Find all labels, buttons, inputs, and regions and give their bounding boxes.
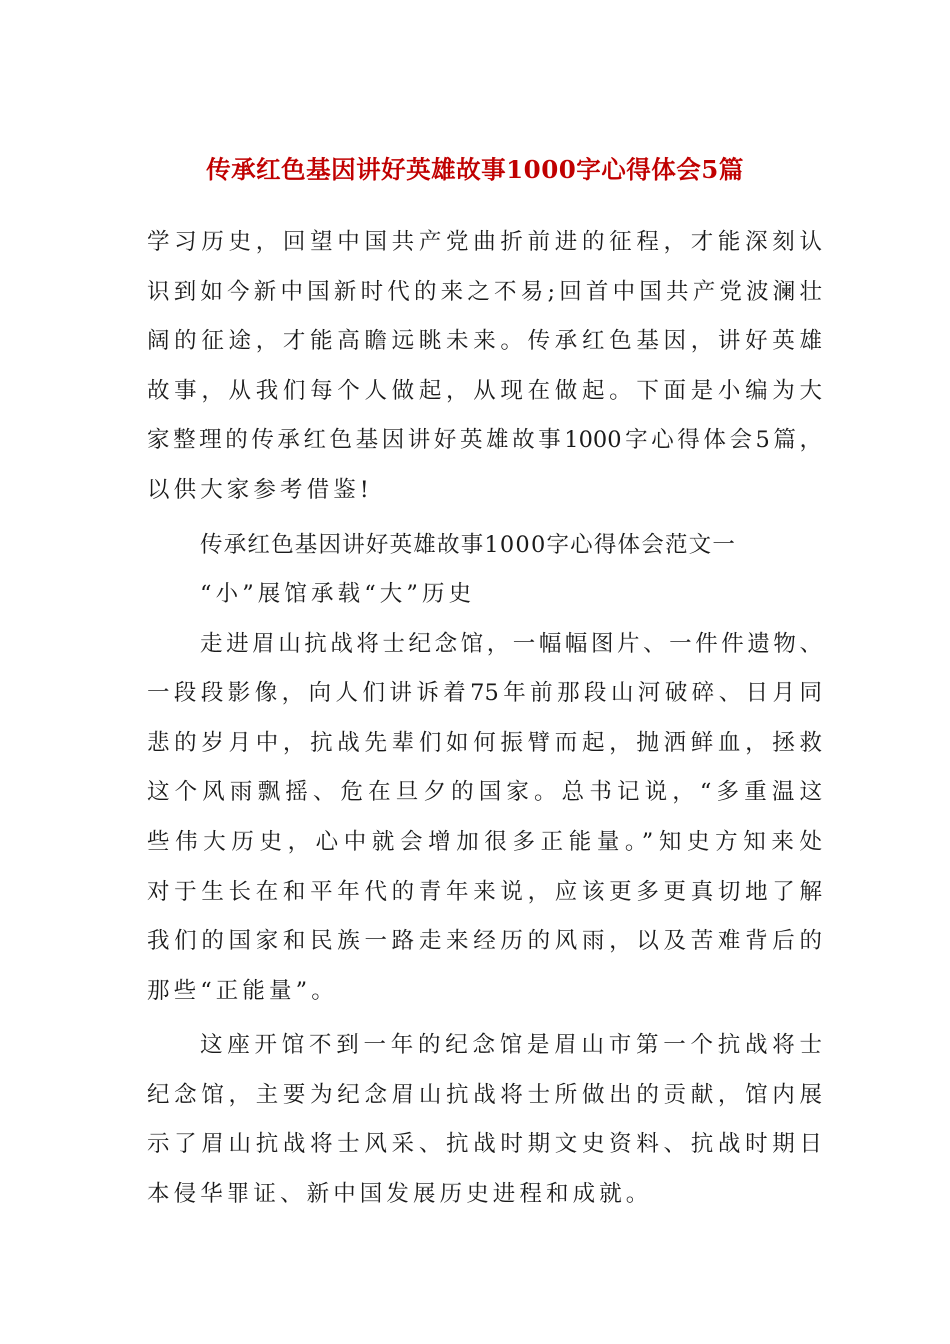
- document-title: 传承红色基因讲好英雄故事1000字心得体会5篇: [206, 155, 744, 184]
- sub-heading: “小”展馆承载“大”历史: [200, 581, 476, 607]
- paragraph1-line-1: 走进眉山抗战将士纪念馆，一幅幅图片、一件件遗物、: [200, 631, 822, 657]
- intro-line-4: 故事，从我们每个人做起，从现在做起。下面是小编为大: [147, 378, 822, 404]
- paragraph2-line-4: 本侵华罪证、新中国发展历史进程和成就。: [147, 1181, 653, 1207]
- intro-line-2: 识到如今新中国新时代的来之不易;回首中国共产党波澜壮: [147, 279, 822, 305]
- intro-line-3: 阔的征途，才能高瞻远眺未来。传承红色基因，讲好英雄: [147, 328, 822, 354]
- paragraph2-line-1: 这座开馆不到一年的纪念馆是眉山市第一个抗战将士: [200, 1032, 822, 1058]
- paragraph1-line-5: 些伟大历史，心中就会增加很多正能量。”知史方知来处: [147, 829, 822, 855]
- paragraph1-line-3: 悲的岁月中，抗战先辈们如何振臂而起，抛洒鲜血，拯救: [147, 730, 822, 756]
- intro-line-5: 家整理的传承红色基因讲好英雄故事1000字心得体会5篇，: [147, 427, 822, 453]
- paragraph1-line-8: 那些“正能量”。: [147, 978, 338, 1004]
- paragraph1-line-2: 一段段影像，向人们讲诉着75年前那段山河破碎、日月同: [147, 680, 822, 706]
- paragraph1-line-6: 对于生长在和平年代的青年来说，应该更多更真切地了解: [147, 879, 822, 905]
- paragraph1-line-7: 我们的国家和民族一路走来经历的风雨，以及苦难背后的: [147, 928, 822, 954]
- paragraph1-line-4: 这个风雨飘摇、危在旦夕的国家。总书记说，“多重温这: [147, 779, 822, 805]
- paragraph2-line-3: 示了眉山抗战将士风采、抗战时期文史资料、抗战时期日: [147, 1131, 822, 1157]
- intro-line-1: 学习历史，回望中国共产党曲折前进的征程，才能深刻认: [147, 229, 822, 255]
- paragraph2-line-2: 纪念馆，主要为纪念眉山抗战将士所做出的贡献，馆内展: [147, 1082, 822, 1108]
- intro-line-6: 以供大家参考借鉴!: [147, 477, 373, 503]
- section-heading: 传承红色基因讲好英雄故事1000字心得体会范文一: [200, 532, 737, 558]
